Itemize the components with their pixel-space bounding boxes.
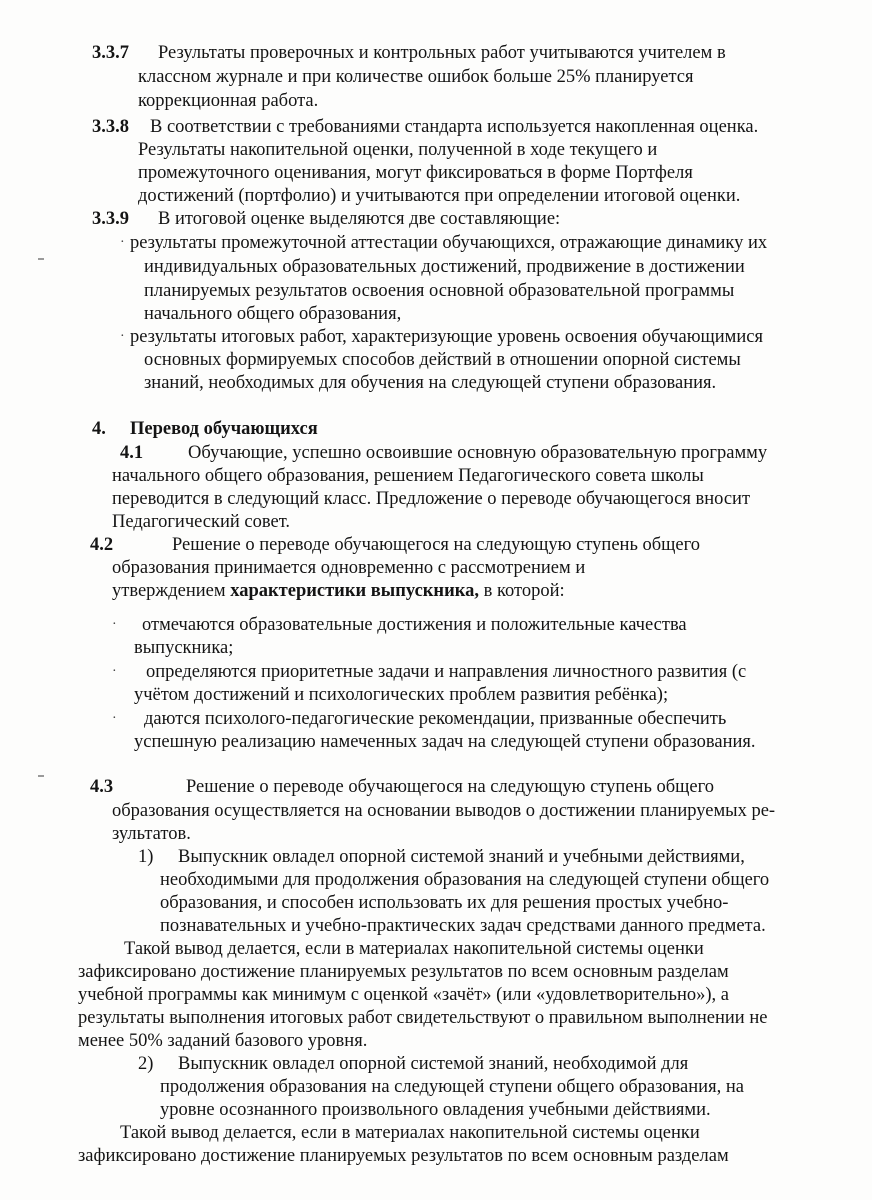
section-number: 4.1 — [120, 443, 144, 463]
section-heading: Перевод обучающихся — [130, 419, 318, 439]
text-line: начального общего образования, решением Педагогического совета школы — [112, 466, 704, 486]
text-line: Решение о переводе обучающегося на следующую ступень общего — [172, 535, 700, 555]
section-heading-number: 4. — [92, 419, 106, 439]
text-line: необходимыми для продолжения образования на следующей ступени общего — [160, 870, 770, 890]
text-line: основных формируемых способов действий в отношении опорной системы — [144, 350, 741, 370]
text-line: Выпускник овладел опорной системой знаний, необходимой для — [178, 1054, 689, 1074]
text-line: Педагогический совет. — [112, 512, 291, 532]
text-line: образования осуществляется на основании выводов о достижении планируемых ре- — [112, 801, 776, 821]
text-line: Такой вывод делается, если в материалах накопительной системы оценки — [124, 939, 704, 959]
text-line: начального общего образования, — [144, 304, 402, 324]
bullet-icon: · — [112, 617, 117, 632]
text-line: учётом достижений и психологических проблем развития ребёнка); — [134, 685, 669, 705]
text-line: результаты итоговых работ, характеризующие уровень освоения обучающимися — [130, 327, 763, 347]
bullet-icon: · — [120, 329, 125, 344]
scan-mark — [38, 258, 44, 260]
section-number: 3.3.8 — [92, 117, 129, 137]
bullet-icon: · — [112, 664, 117, 679]
text-line: классном журнале и при количестве ошибок больше 25% планируется — [138, 67, 694, 87]
text-line: достижений (портфолио) и учитываются при определении итоговой оценки. — [138, 186, 741, 206]
text-line: Обучающие, успешно освоившие основную образовательную программу — [188, 443, 768, 463]
text-line: определяются приоритетные задачи и направления личностного развития (с — [146, 662, 747, 682]
text-line: зафиксировано достижение планируемых результатов по всем основным разделам — [78, 962, 729, 982]
text-line: выпускника; — [134, 638, 234, 658]
text-line: менее 50% заданий базового уровня. — [78, 1031, 368, 1051]
text-span: утверждением — [112, 581, 231, 601]
section-number: 4.2 — [90, 535, 114, 555]
text-line: Выпускник овладел опорной системой знаний и учебными действиями, — [178, 847, 745, 867]
text-line: образования принимается одновременно с рассмотрением и — [112, 558, 586, 578]
text-line: познавательных и учебно-практических задач средствами данного предмета. — [160, 916, 766, 936]
text-line: продолжения образования на следующей ступени общего образования, на — [160, 1077, 744, 1097]
text-line: В итоговой оценке выделяются две составляющие: — [158, 209, 561, 229]
text-line: результаты выполнения итоговых работ свидетельствуют о правильном выполнении не — [78, 1008, 768, 1028]
list-number: 2) — [138, 1054, 154, 1074]
text-line: Такой вывод делается, если в материалах накопительной системы оценки — [120, 1123, 700, 1143]
section-number: 4.3 — [90, 777, 114, 797]
text-line: Результаты проверочных и контрольных работ учитываются учителем в — [158, 43, 726, 63]
text-line: Результаты накопительной оценки, полученной в ходе текущего и — [138, 140, 658, 160]
text-line: зафиксировано достижение планируемых результатов по всем основным разделам — [78, 1146, 729, 1166]
text-line: планируемых результатов освоения основной образовательной программы — [144, 281, 735, 301]
text-line: уровне осознанного произвольного овладения учебными действиями. — [160, 1100, 711, 1120]
text-line: даются психолого-педагогические рекомендации, призванные обеспечить — [144, 709, 727, 729]
text-line: В соответствии с требованиями стандарта используется накопленная оценка. — [150, 117, 759, 137]
text-line: результаты промежуточной аттестации обучающихся, отражающие динамику их — [130, 233, 768, 253]
section-number: 3.3.7 — [92, 43, 129, 63]
bullet-icon: · — [112, 711, 117, 726]
text-line: коррекционная работа. — [138, 91, 319, 111]
text-line: индивидуальных образовательных достижений, продвижение в достижении — [144, 257, 745, 277]
text-line: знаний, необходимых для обучения на следующей ступени образования. — [144, 373, 717, 393]
bold-term: характеристики выпускника, — [230, 581, 480, 601]
scan-mark — [38, 775, 44, 777]
text-line — [112, 580, 565, 602]
section-number: 3.3.9 — [92, 209, 129, 229]
text-line: образования, и способен использовать их для решения простых учебно- — [160, 893, 729, 913]
text-line: зультатов. — [112, 824, 191, 844]
bullet-icon: · — [120, 235, 125, 250]
text-span: в которой: — [479, 581, 565, 601]
text-line: переводится в следующий класс. Предложение о переводе обучающегося вносит — [112, 489, 751, 509]
text-line: промежуточного оценивания, могут фиксироваться в форме Портфеля — [138, 163, 693, 183]
text-line: отмечаются образовательные достижения и положительные качества — [142, 615, 687, 635]
text-line: успешную реализацию намеченных задач на следующей ступени образования. — [134, 732, 756, 752]
text-line: Решение о переводе обучающегося на следующую ступень общего — [186, 777, 714, 797]
list-number: 1) — [138, 847, 154, 867]
text-line: учебной программы как минимум с оценкой «зачёт» (или «удовлетворительно»), а — [78, 985, 730, 1005]
